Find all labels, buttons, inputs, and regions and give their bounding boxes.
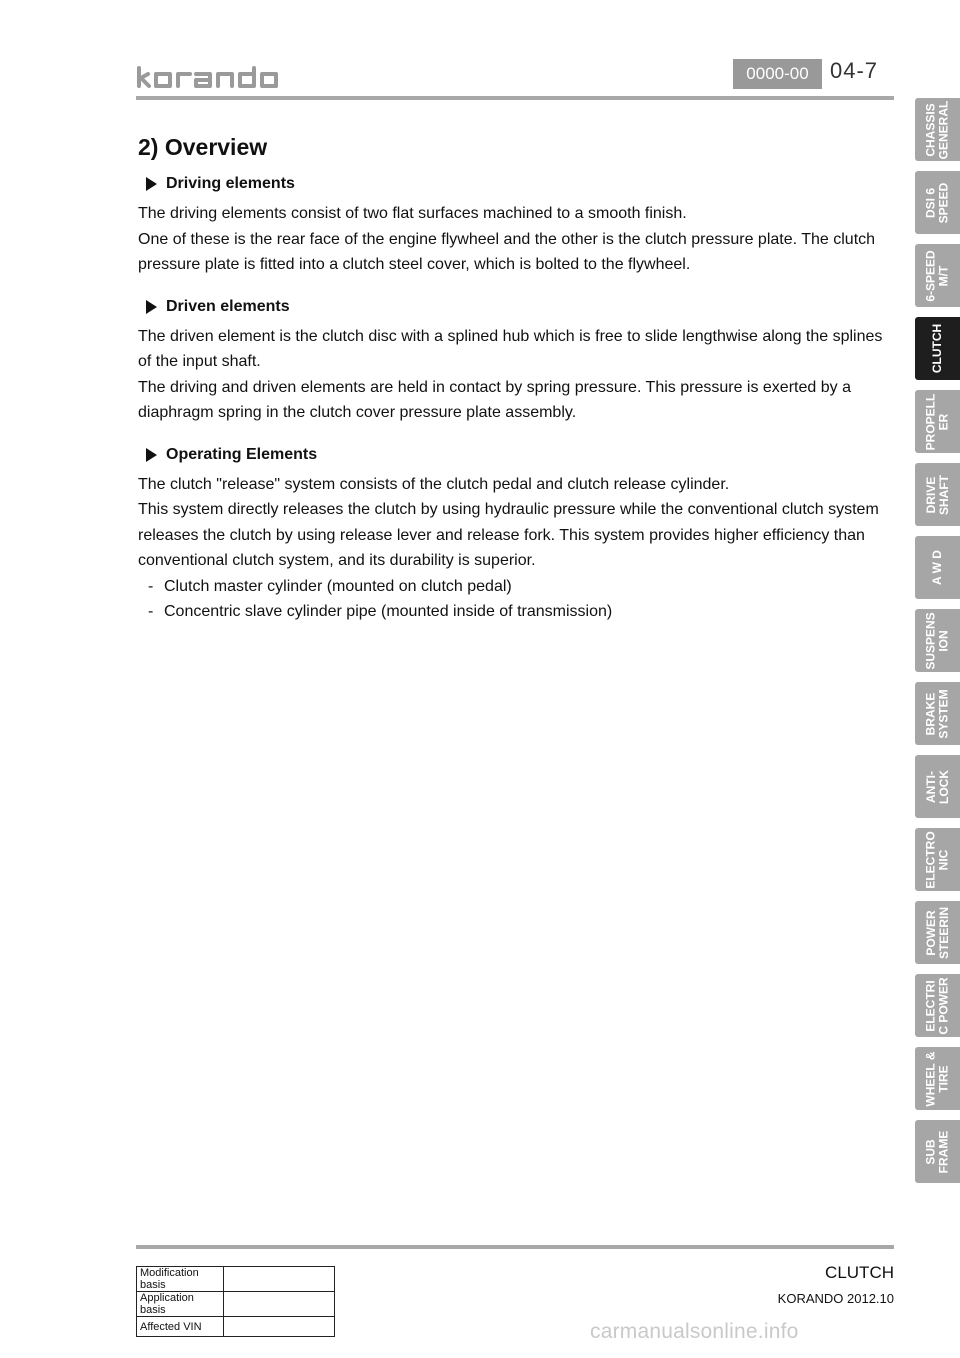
paragraph-line: This system directly releases the clutch by using hydraulic pressure while the conventional clutch system: [138, 501, 879, 518]
tab-label: DSI 6 SPEED: [923, 182, 951, 223]
tab-label: PROPELL ER: [923, 393, 951, 450]
footer-section-name: CLUTCH: [825, 1263, 894, 1282]
tab-electric-power[interactable]: [915, 974, 960, 1037]
subheading: [146, 175, 890, 193]
driven-elements-section: [138, 298, 890, 426]
paragraph-line: The driving and driven elements are held in contact by spring pressure. This pressure is exerted by a: [138, 378, 851, 396]
table-label: Application basis: [137, 1292, 224, 1317]
footer-divider: [136, 1245, 894, 1249]
tab-label: DRIVE SHAFT: [923, 474, 951, 515]
section-title: 2) Overview: [138, 134, 268, 160]
header-divider: [136, 96, 894, 100]
tab-label: ELECTRO NIC: [923, 830, 951, 889]
watermark: carmanualsonline.info: [590, 1320, 799, 1343]
driving-elements-section: [138, 175, 890, 278]
list-item: [148, 599, 890, 625]
paragraph-line: The driving elements consist of two flat surfaces machined to a smooth finish.: [138, 205, 687, 222]
tab-label: WHEEL & TIRE: [923, 1050, 951, 1107]
table-row: [137, 1267, 335, 1292]
tab-label: 6-SPEED M/T: [923, 249, 951, 302]
triangle-bullet-icon: [146, 300, 157, 314]
subheading-text: Operating Elements: [166, 445, 318, 463]
list-item-text: Concentric slave cylinder pipe (mounted inside of transmission): [164, 603, 613, 620]
subheading-text: Driven elements: [166, 297, 290, 315]
paragraph: [138, 324, 890, 426]
table-value: [224, 1267, 335, 1292]
table-label: Affected VIN: [137, 1317, 224, 1337]
tab-label: BRAKE SYSTEM: [923, 688, 951, 739]
table-value: [224, 1292, 335, 1317]
tab-label: A W D: [929, 550, 944, 585]
table-row: [137, 1317, 335, 1337]
tab-label: POWER STEERIN: [923, 906, 951, 959]
list-item-text: Clutch master cylinder (mounted on clutch pedal): [164, 577, 512, 595]
tab-brake-system[interactable]: [915, 682, 960, 745]
paragraph: [138, 201, 890, 278]
subheading: [146, 298, 890, 316]
component-list: [138, 574, 890, 625]
paragraph-line: diaphragm spring in the clutch cover pressure plate assembly.: [138, 404, 577, 421]
paragraph-line: conventional clutch system, and its durability is superior.: [138, 552, 536, 569]
tab-label: ELECTRI C POWER: [923, 976, 951, 1035]
tab-label: CHASSIS GENERAL: [923, 100, 951, 159]
paragraph-line: releases the clutch by using release lever and release fork. This system provides higher efficiency than: [138, 526, 865, 544]
tab-drive-shaft[interactable]: [915, 463, 960, 526]
paragraph-line: One of these is the rear face of the engine flywheel and the other is the clutch pressure plate. The clutch: [138, 230, 876, 248]
modification-table: [136, 1266, 335, 1337]
tab-power-steering[interactable]: [915, 901, 960, 964]
paragraph-line: The driven element is the clutch disc with a splined hub which is free to slide lengthwise along the splines: [138, 327, 883, 345]
tab-anti-lock[interactable]: [915, 755, 960, 818]
tab-dsi-6-speed[interactable]: [915, 171, 960, 234]
paragraph-line: The clutch "release" system consists of the clutch pedal and clutch release cylinder.: [138, 475, 730, 493]
paragraph-line: pressure plate is fitted into a clutch steel cover, which is bolted to the flywheel.: [138, 256, 691, 273]
tab-chassis-general[interactable]: [915, 98, 960, 161]
table-label: Modification basis: [137, 1267, 224, 1292]
operating-elements-section: [138, 446, 890, 625]
section-code-badge: 0000-00: [733, 59, 822, 89]
tab-label: CLUTCH: [930, 323, 945, 374]
tab-label: ANTI- LOCK: [923, 769, 951, 804]
tab-label: SUSPENS ION: [923, 611, 951, 670]
tab-awd[interactable]: [915, 536, 960, 599]
table-row: [137, 1292, 335, 1317]
subheading: [146, 446, 890, 464]
tab-suspension[interactable]: [915, 609, 960, 672]
footer-model-date: KORANDO 2012.10: [777, 1291, 894, 1306]
korando-logo: [136, 62, 316, 90]
page-number: 04-7: [830, 58, 879, 83]
paragraph: [138, 472, 890, 574]
tab-wheel-tire[interactable]: [915, 1047, 960, 1110]
tab-clutch[interactable]: [915, 317, 960, 380]
dash-bullet: -: [148, 577, 154, 595]
main-content: [138, 134, 890, 645]
tab-electronic[interactable]: [915, 828, 960, 891]
triangle-bullet-icon: [146, 177, 157, 191]
list-item: [148, 574, 890, 600]
paragraph-line: of the input shaft.: [138, 353, 261, 370]
subheading-text: Driving elements: [166, 175, 295, 192]
tab-propeller[interactable]: [915, 390, 960, 453]
table-value: [224, 1317, 335, 1337]
tab-sub-frame[interactable]: [915, 1120, 960, 1183]
tab-label: SUB FRAME: [923, 1130, 951, 1173]
tab-6-speed-mt[interactable]: [915, 244, 960, 307]
dash-bullet: -: [148, 603, 154, 620]
triangle-bullet-icon: [146, 448, 157, 462]
